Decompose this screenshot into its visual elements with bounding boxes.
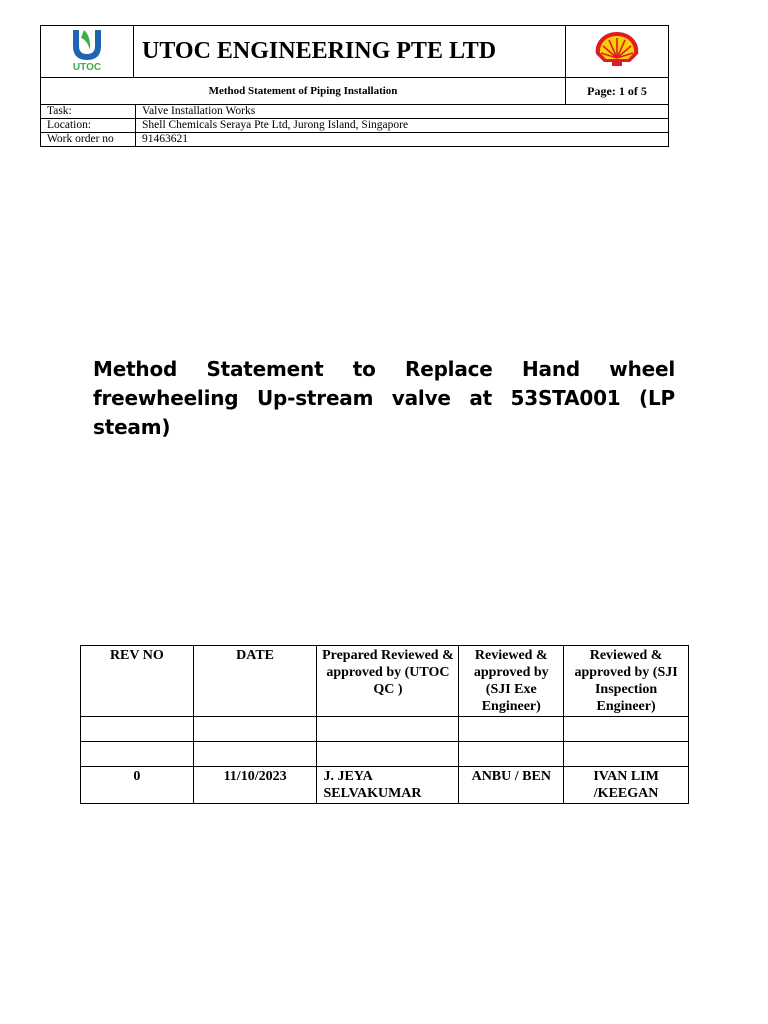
revision-header-row — [81, 646, 689, 717]
info-key: Location: — [41, 119, 136, 133]
table-cell — [459, 742, 564, 767]
utoc-logo-text: UTOC — [72, 62, 102, 72]
table-cell — [564, 742, 689, 767]
table-cell — [317, 742, 459, 767]
table-row — [81, 742, 689, 767]
document-header — [40, 25, 669, 105]
revision-table — [80, 645, 689, 804]
header-sji-exe: Reviewed & approved by (SJI Exe Engineer) — [459, 646, 564, 717]
info-key: Task: — [41, 105, 136, 119]
info-row — [41, 119, 669, 133]
sji-exe-cell: ANBU / BEN — [459, 767, 564, 804]
table-cell — [193, 742, 317, 767]
table-cell — [317, 717, 459, 742]
table-cell — [81, 742, 194, 767]
header-prepared: Prepared Reviewed & approved by (UTOC QC ) — [317, 646, 459, 717]
shell-pecten-icon — [592, 29, 642, 69]
table-cell — [564, 717, 689, 742]
prepared-by-cell: J. JEYA SELVAKUMAR — [317, 767, 459, 804]
doc-title: Method Statement of Piping Installation — [41, 78, 566, 105]
info-key: Work order no — [41, 133, 136, 147]
page-number: Page: 1 of 5 — [566, 78, 669, 105]
header-sji-inspection: Reviewed & approved by (SJI Inspection Engineer) — [564, 646, 689, 717]
info-value: 91463621 — [136, 133, 669, 147]
header-date: DATE — [193, 646, 317, 717]
task-info-table — [40, 104, 669, 147]
utoc-logo — [41, 26, 134, 78]
rev-no-cell: 0 — [81, 767, 194, 804]
info-value: Valve Installation Works — [136, 105, 669, 119]
table-cell — [193, 717, 317, 742]
table-row — [81, 717, 689, 742]
table-row — [81, 767, 689, 804]
title-line-2: freewheeling Up-stream valve at 53STA001 (LP steam) — [93, 386, 675, 439]
info-row — [41, 105, 669, 119]
company-name: UTOC ENGINEERING PTE LTD — [134, 26, 566, 78]
utoc-logo-icon — [57, 26, 117, 72]
table-cell — [81, 717, 194, 742]
header-rev-no: REV NO — [81, 646, 194, 717]
sji-inspection-cell: IVAN LIM /KEEGAN — [564, 767, 689, 804]
date-cell: 11/10/2023 — [193, 767, 317, 804]
info-value: Shell Chemicals Seraya Pte Ltd, Jurong Island, Singapore — [136, 119, 669, 133]
document-title — [93, 355, 675, 442]
shell-logo — [566, 26, 669, 78]
title-line-1: Method Statement to Replace Hand wheel — [93, 357, 675, 381]
info-row — [41, 133, 669, 147]
table-cell — [459, 717, 564, 742]
